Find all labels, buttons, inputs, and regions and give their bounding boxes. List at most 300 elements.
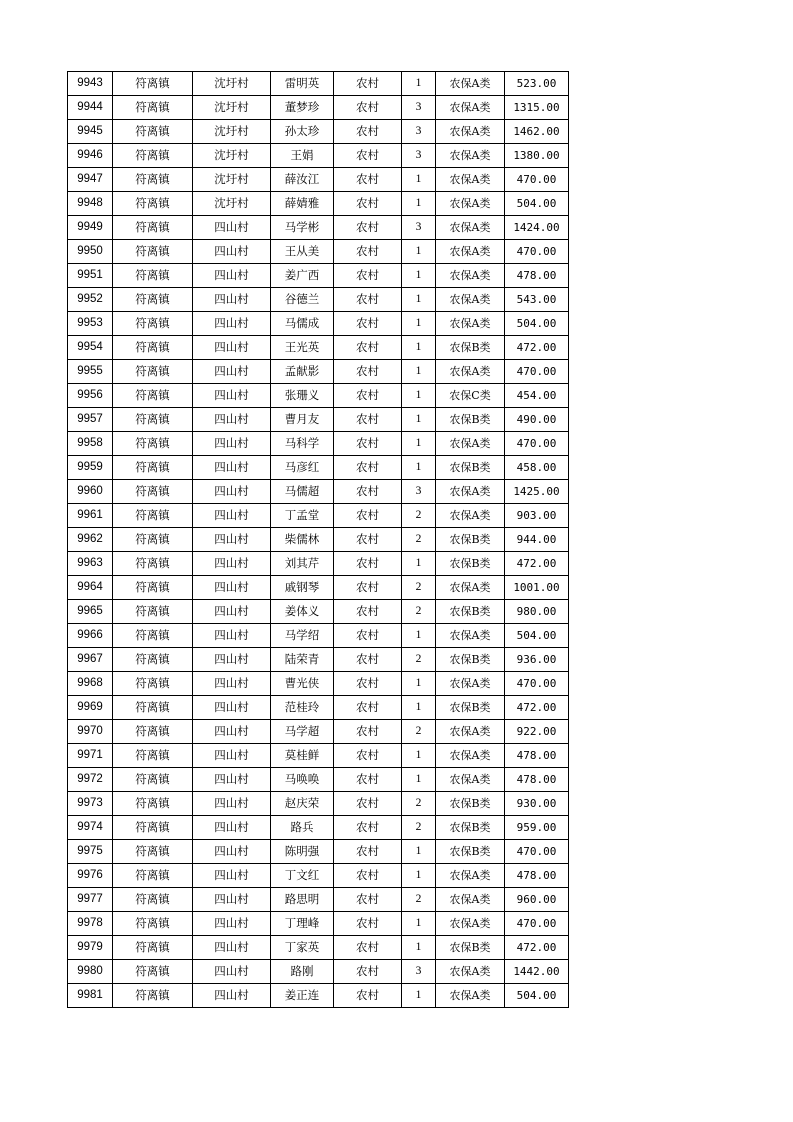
name-cell: 柴儒林 (271, 528, 334, 552)
name-cell: 莫桂鲜 (271, 744, 334, 768)
insurance-category-cell: 农保A类 (436, 744, 505, 768)
name-cell: 马儒成 (271, 312, 334, 336)
amount-cell: 504.00 (505, 312, 569, 336)
name-cell: 刘其芹 (271, 552, 334, 576)
amount-cell: 478.00 (505, 864, 569, 888)
town-cell: 符离镇 (113, 216, 193, 240)
insurance-category-cell: 农保A类 (436, 192, 505, 216)
row-id-cell: 9979 (68, 936, 113, 960)
name-cell: 丁理峰 (271, 912, 334, 936)
insurance-category-cell: 农保A类 (436, 480, 505, 504)
village-cell: 四山村 (193, 888, 271, 912)
amount-cell: 543.00 (505, 288, 569, 312)
household-count-cell: 1 (402, 288, 436, 312)
name-cell: 丁文红 (271, 864, 334, 888)
town-cell: 符离镇 (113, 600, 193, 624)
table-row (68, 648, 569, 672)
name-cell: 薛婧雅 (271, 192, 334, 216)
row-id-cell: 9949 (68, 216, 113, 240)
household-count-cell: 1 (402, 72, 436, 96)
village-cell: 沈圩村 (193, 144, 271, 168)
village-cell: 四山村 (193, 312, 271, 336)
town-cell: 符离镇 (113, 528, 193, 552)
amount-cell: 960.00 (505, 888, 569, 912)
amount-cell: 1424.00 (505, 216, 569, 240)
name-cell: 马科学 (271, 432, 334, 456)
insurance-category-cell: 农保A类 (436, 624, 505, 648)
table-row (68, 96, 569, 120)
table-row (68, 792, 569, 816)
amount-cell: 936.00 (505, 648, 569, 672)
town-cell: 符离镇 (113, 288, 193, 312)
row-id-cell: 9968 (68, 672, 113, 696)
table-row (68, 888, 569, 912)
amount-cell: 504.00 (505, 624, 569, 648)
household-count-cell: 3 (402, 144, 436, 168)
area-type-cell: 农村 (334, 144, 402, 168)
amount-cell: 472.00 (505, 552, 569, 576)
amount-cell: 922.00 (505, 720, 569, 744)
table-row (68, 192, 569, 216)
household-count-cell: 1 (402, 192, 436, 216)
row-id-cell: 9947 (68, 168, 113, 192)
table-row (68, 696, 569, 720)
town-cell: 符离镇 (113, 720, 193, 744)
insurance-category-cell: 农保B类 (436, 936, 505, 960)
household-count-cell: 1 (402, 168, 436, 192)
amount-cell: 470.00 (505, 360, 569, 384)
amount-cell: 454.00 (505, 384, 569, 408)
village-cell: 四山村 (193, 504, 271, 528)
amount-cell: 504.00 (505, 192, 569, 216)
area-type-cell: 农村 (334, 360, 402, 384)
row-id-cell: 9944 (68, 96, 113, 120)
name-cell: 孙太珍 (271, 120, 334, 144)
area-type-cell: 农村 (334, 600, 402, 624)
area-type-cell: 农村 (334, 792, 402, 816)
household-count-cell: 1 (402, 672, 436, 696)
row-id-cell: 9959 (68, 456, 113, 480)
household-count-cell: 3 (402, 216, 436, 240)
town-cell: 符离镇 (113, 816, 193, 840)
town-cell: 符离镇 (113, 576, 193, 600)
row-id-cell: 9969 (68, 696, 113, 720)
amount-cell: 478.00 (505, 768, 569, 792)
village-cell: 四山村 (193, 840, 271, 864)
row-id-cell: 9970 (68, 720, 113, 744)
area-type-cell: 农村 (334, 960, 402, 984)
amount-cell: 504.00 (505, 984, 569, 1008)
amount-cell: 472.00 (505, 936, 569, 960)
insurance-category-cell: 农保B类 (436, 408, 505, 432)
household-count-cell: 1 (402, 624, 436, 648)
town-cell: 符离镇 (113, 360, 193, 384)
household-count-cell: 2 (402, 528, 436, 552)
village-cell: 四山村 (193, 360, 271, 384)
area-type-cell: 农村 (334, 168, 402, 192)
amount-cell: 980.00 (505, 600, 569, 624)
insurance-category-cell: 农保A类 (436, 960, 505, 984)
insurance-category-cell: 农保B类 (436, 696, 505, 720)
area-type-cell: 农村 (334, 192, 402, 216)
area-type-cell: 农村 (334, 576, 402, 600)
table-body (68, 72, 569, 1008)
table-row (68, 408, 569, 432)
row-id-cell: 9967 (68, 648, 113, 672)
insurance-category-cell: 农保A类 (436, 864, 505, 888)
insurance-category-cell: 农保A类 (436, 432, 505, 456)
name-cell: 范桂玲 (271, 696, 334, 720)
insurance-category-cell: 农保A类 (436, 72, 505, 96)
area-type-cell: 农村 (334, 936, 402, 960)
row-id-cell: 9962 (68, 528, 113, 552)
name-cell: 赵庆荣 (271, 792, 334, 816)
row-id-cell: 9973 (68, 792, 113, 816)
village-cell: 四山村 (193, 624, 271, 648)
row-id-cell: 9978 (68, 912, 113, 936)
insurance-category-cell: 农保C类 (436, 384, 505, 408)
amount-cell: 930.00 (505, 792, 569, 816)
amount-cell: 490.00 (505, 408, 569, 432)
town-cell: 符离镇 (113, 96, 193, 120)
village-cell: 四山村 (193, 576, 271, 600)
area-type-cell: 农村 (334, 648, 402, 672)
table-row (68, 120, 569, 144)
household-count-cell: 3 (402, 480, 436, 504)
town-cell: 符离镇 (113, 504, 193, 528)
town-cell: 符离镇 (113, 384, 193, 408)
insurance-category-cell: 农保A类 (436, 240, 505, 264)
household-count-cell: 1 (402, 696, 436, 720)
household-count-cell: 1 (402, 456, 436, 480)
household-count-cell: 2 (402, 720, 436, 744)
table-row (68, 312, 569, 336)
table-row (68, 336, 569, 360)
household-count-cell: 2 (402, 888, 436, 912)
household-count-cell: 1 (402, 408, 436, 432)
area-type-cell: 农村 (334, 288, 402, 312)
insurance-category-cell: 农保B类 (436, 456, 505, 480)
town-cell: 符离镇 (113, 144, 193, 168)
table-row (68, 960, 569, 984)
table-row (68, 504, 569, 528)
name-cell: 薛汝江 (271, 168, 334, 192)
area-type-cell: 农村 (334, 384, 402, 408)
insurance-category-cell: 农保B类 (436, 792, 505, 816)
table-row (68, 600, 569, 624)
name-cell: 谷德兰 (271, 288, 334, 312)
area-type-cell: 农村 (334, 696, 402, 720)
name-cell: 路刚 (271, 960, 334, 984)
household-count-cell: 3 (402, 96, 436, 120)
village-cell: 四山村 (193, 816, 271, 840)
town-cell: 符离镇 (113, 120, 193, 144)
area-type-cell: 农村 (334, 408, 402, 432)
village-cell: 四山村 (193, 864, 271, 888)
household-count-cell: 3 (402, 960, 436, 984)
village-cell: 四山村 (193, 696, 271, 720)
name-cell: 马儒超 (271, 480, 334, 504)
household-count-cell: 2 (402, 504, 436, 528)
area-type-cell: 农村 (334, 984, 402, 1008)
village-cell: 沈圩村 (193, 120, 271, 144)
area-type-cell: 农村 (334, 456, 402, 480)
insurance-category-cell: 农保B类 (436, 648, 505, 672)
insurance-category-cell: 农保A类 (436, 120, 505, 144)
row-id-cell: 9960 (68, 480, 113, 504)
amount-cell: 1442.00 (505, 960, 569, 984)
row-id-cell: 9977 (68, 888, 113, 912)
town-cell: 符离镇 (113, 768, 193, 792)
area-type-cell: 农村 (334, 96, 402, 120)
household-count-cell: 1 (402, 240, 436, 264)
amount-cell: 470.00 (505, 432, 569, 456)
village-cell: 四山村 (193, 768, 271, 792)
town-cell: 符离镇 (113, 624, 193, 648)
town-cell: 符离镇 (113, 456, 193, 480)
village-cell: 四山村 (193, 720, 271, 744)
household-count-cell: 1 (402, 360, 436, 384)
amount-cell: 470.00 (505, 168, 569, 192)
table-row (68, 816, 569, 840)
name-cell: 姜体义 (271, 600, 334, 624)
area-type-cell: 农村 (334, 120, 402, 144)
insurance-category-cell: 农保A类 (436, 144, 505, 168)
amount-cell: 472.00 (505, 696, 569, 720)
row-id-cell: 9956 (68, 384, 113, 408)
table-row (68, 360, 569, 384)
village-cell: 四山村 (193, 216, 271, 240)
amount-cell: 478.00 (505, 264, 569, 288)
town-cell: 符离镇 (113, 672, 193, 696)
town-cell: 符离镇 (113, 192, 193, 216)
area-type-cell: 农村 (334, 864, 402, 888)
insurance-category-cell: 农保A类 (436, 888, 505, 912)
area-type-cell: 农村 (334, 624, 402, 648)
name-cell: 张珊义 (271, 384, 334, 408)
name-cell: 路思明 (271, 888, 334, 912)
village-cell: 四山村 (193, 288, 271, 312)
insurance-category-cell: 农保A类 (436, 984, 505, 1008)
table-row (68, 432, 569, 456)
village-cell: 四山村 (193, 600, 271, 624)
table-row (68, 264, 569, 288)
row-id-cell: 9951 (68, 264, 113, 288)
village-cell: 四山村 (193, 384, 271, 408)
amount-cell: 1001.00 (505, 576, 569, 600)
area-type-cell: 农村 (334, 912, 402, 936)
town-cell: 符离镇 (113, 72, 193, 96)
row-id-cell: 9955 (68, 360, 113, 384)
household-count-cell: 2 (402, 600, 436, 624)
town-cell: 符离镇 (113, 648, 193, 672)
area-type-cell: 农村 (334, 528, 402, 552)
row-id-cell: 9974 (68, 816, 113, 840)
household-count-cell: 1 (402, 384, 436, 408)
name-cell: 曹月友 (271, 408, 334, 432)
household-count-cell: 2 (402, 816, 436, 840)
name-cell: 董梦珍 (271, 96, 334, 120)
table-row (68, 624, 569, 648)
row-id-cell: 9957 (68, 408, 113, 432)
amount-cell: 959.00 (505, 816, 569, 840)
village-cell: 四山村 (193, 480, 271, 504)
village-cell: 四山村 (193, 240, 271, 264)
household-count-cell: 3 (402, 120, 436, 144)
name-cell: 马唤唤 (271, 768, 334, 792)
row-id-cell: 9975 (68, 840, 113, 864)
household-count-cell: 2 (402, 792, 436, 816)
table-row (68, 864, 569, 888)
table-row (68, 240, 569, 264)
village-cell: 沈圩村 (193, 192, 271, 216)
area-type-cell: 农村 (334, 504, 402, 528)
insurance-category-cell: 农保A类 (436, 312, 505, 336)
table-row (68, 576, 569, 600)
row-id-cell: 9958 (68, 432, 113, 456)
area-type-cell: 农村 (334, 240, 402, 264)
household-count-cell: 1 (402, 552, 436, 576)
row-id-cell: 9980 (68, 960, 113, 984)
town-cell: 符离镇 (113, 696, 193, 720)
village-cell: 四山村 (193, 912, 271, 936)
data-table (67, 71, 569, 1008)
row-id-cell: 9945 (68, 120, 113, 144)
name-cell: 王娟 (271, 144, 334, 168)
name-cell: 陈明强 (271, 840, 334, 864)
village-cell: 沈圩村 (193, 96, 271, 120)
area-type-cell: 农村 (334, 480, 402, 504)
town-cell: 符离镇 (113, 480, 193, 504)
town-cell: 符离镇 (113, 888, 193, 912)
amount-cell: 523.00 (505, 72, 569, 96)
row-id-cell: 9981 (68, 984, 113, 1008)
row-id-cell: 9943 (68, 72, 113, 96)
name-cell: 王从美 (271, 240, 334, 264)
village-cell: 四山村 (193, 744, 271, 768)
town-cell: 符离镇 (113, 744, 193, 768)
name-cell: 丁家英 (271, 936, 334, 960)
village-cell: 沈圩村 (193, 168, 271, 192)
town-cell: 符离镇 (113, 912, 193, 936)
insurance-category-cell: 农保B类 (436, 600, 505, 624)
town-cell: 符离镇 (113, 408, 193, 432)
table-row (68, 840, 569, 864)
household-count-cell: 1 (402, 312, 436, 336)
row-id-cell: 9948 (68, 192, 113, 216)
name-cell: 丁孟堂 (271, 504, 334, 528)
village-cell: 四山村 (193, 792, 271, 816)
village-cell: 四山村 (193, 984, 271, 1008)
town-cell: 符离镇 (113, 936, 193, 960)
table-row (68, 456, 569, 480)
table-row (68, 288, 569, 312)
area-type-cell: 农村 (334, 336, 402, 360)
area-type-cell: 农村 (334, 768, 402, 792)
insurance-category-cell: 农保A类 (436, 912, 505, 936)
area-type-cell: 农村 (334, 816, 402, 840)
household-count-cell: 1 (402, 432, 436, 456)
row-id-cell: 9963 (68, 552, 113, 576)
table-row (68, 768, 569, 792)
table-row (68, 72, 569, 96)
table-row (68, 720, 569, 744)
row-id-cell: 9965 (68, 600, 113, 624)
insurance-category-cell: 农保B类 (436, 528, 505, 552)
amount-cell: 472.00 (505, 336, 569, 360)
area-type-cell: 农村 (334, 744, 402, 768)
village-cell: 四山村 (193, 432, 271, 456)
village-cell: 四山村 (193, 960, 271, 984)
household-count-cell: 1 (402, 768, 436, 792)
town-cell: 符离镇 (113, 864, 193, 888)
area-type-cell: 农村 (334, 216, 402, 240)
table-row (68, 480, 569, 504)
village-cell: 四山村 (193, 408, 271, 432)
insurance-category-cell: 农保A类 (436, 288, 505, 312)
area-type-cell: 农村 (334, 840, 402, 864)
row-id-cell: 9976 (68, 864, 113, 888)
insurance-category-cell: 农保A类 (436, 576, 505, 600)
insurance-category-cell: 农保A类 (436, 768, 505, 792)
insurance-category-cell: 农保A类 (436, 264, 505, 288)
row-id-cell: 9966 (68, 624, 113, 648)
amount-cell: 478.00 (505, 744, 569, 768)
table-row (68, 144, 569, 168)
area-type-cell: 农村 (334, 264, 402, 288)
name-cell: 陆荣青 (271, 648, 334, 672)
table-row (68, 936, 569, 960)
amount-cell: 944.00 (505, 528, 569, 552)
name-cell: 姜广西 (271, 264, 334, 288)
household-count-cell: 1 (402, 984, 436, 1008)
insurance-category-cell: 农保B类 (436, 840, 505, 864)
town-cell: 符离镇 (113, 312, 193, 336)
row-id-cell: 9946 (68, 144, 113, 168)
area-type-cell: 农村 (334, 720, 402, 744)
row-id-cell: 9953 (68, 312, 113, 336)
area-type-cell: 农村 (334, 72, 402, 96)
town-cell: 符离镇 (113, 264, 193, 288)
amount-cell: 1425.00 (505, 480, 569, 504)
amount-cell: 1315.00 (505, 96, 569, 120)
area-type-cell: 农村 (334, 552, 402, 576)
amount-cell: 470.00 (505, 912, 569, 936)
insurance-category-cell: 农保A类 (436, 168, 505, 192)
name-cell: 马学绍 (271, 624, 334, 648)
row-id-cell: 9964 (68, 576, 113, 600)
name-cell: 马彦红 (271, 456, 334, 480)
town-cell: 符离镇 (113, 240, 193, 264)
row-id-cell: 9961 (68, 504, 113, 528)
name-cell: 路兵 (271, 816, 334, 840)
table-row (68, 912, 569, 936)
name-cell: 戚钢琴 (271, 576, 334, 600)
village-cell: 四山村 (193, 936, 271, 960)
village-cell: 四山村 (193, 672, 271, 696)
household-count-cell: 1 (402, 912, 436, 936)
village-cell: 沈圩村 (193, 72, 271, 96)
name-cell: 王光英 (271, 336, 334, 360)
row-id-cell: 9971 (68, 744, 113, 768)
table-row (68, 984, 569, 1008)
area-type-cell: 农村 (334, 312, 402, 336)
insurance-category-cell: 农保A类 (436, 720, 505, 744)
amount-cell: 1462.00 (505, 120, 569, 144)
name-cell: 孟献影 (271, 360, 334, 384)
amount-cell: 470.00 (505, 672, 569, 696)
household-count-cell: 2 (402, 648, 436, 672)
